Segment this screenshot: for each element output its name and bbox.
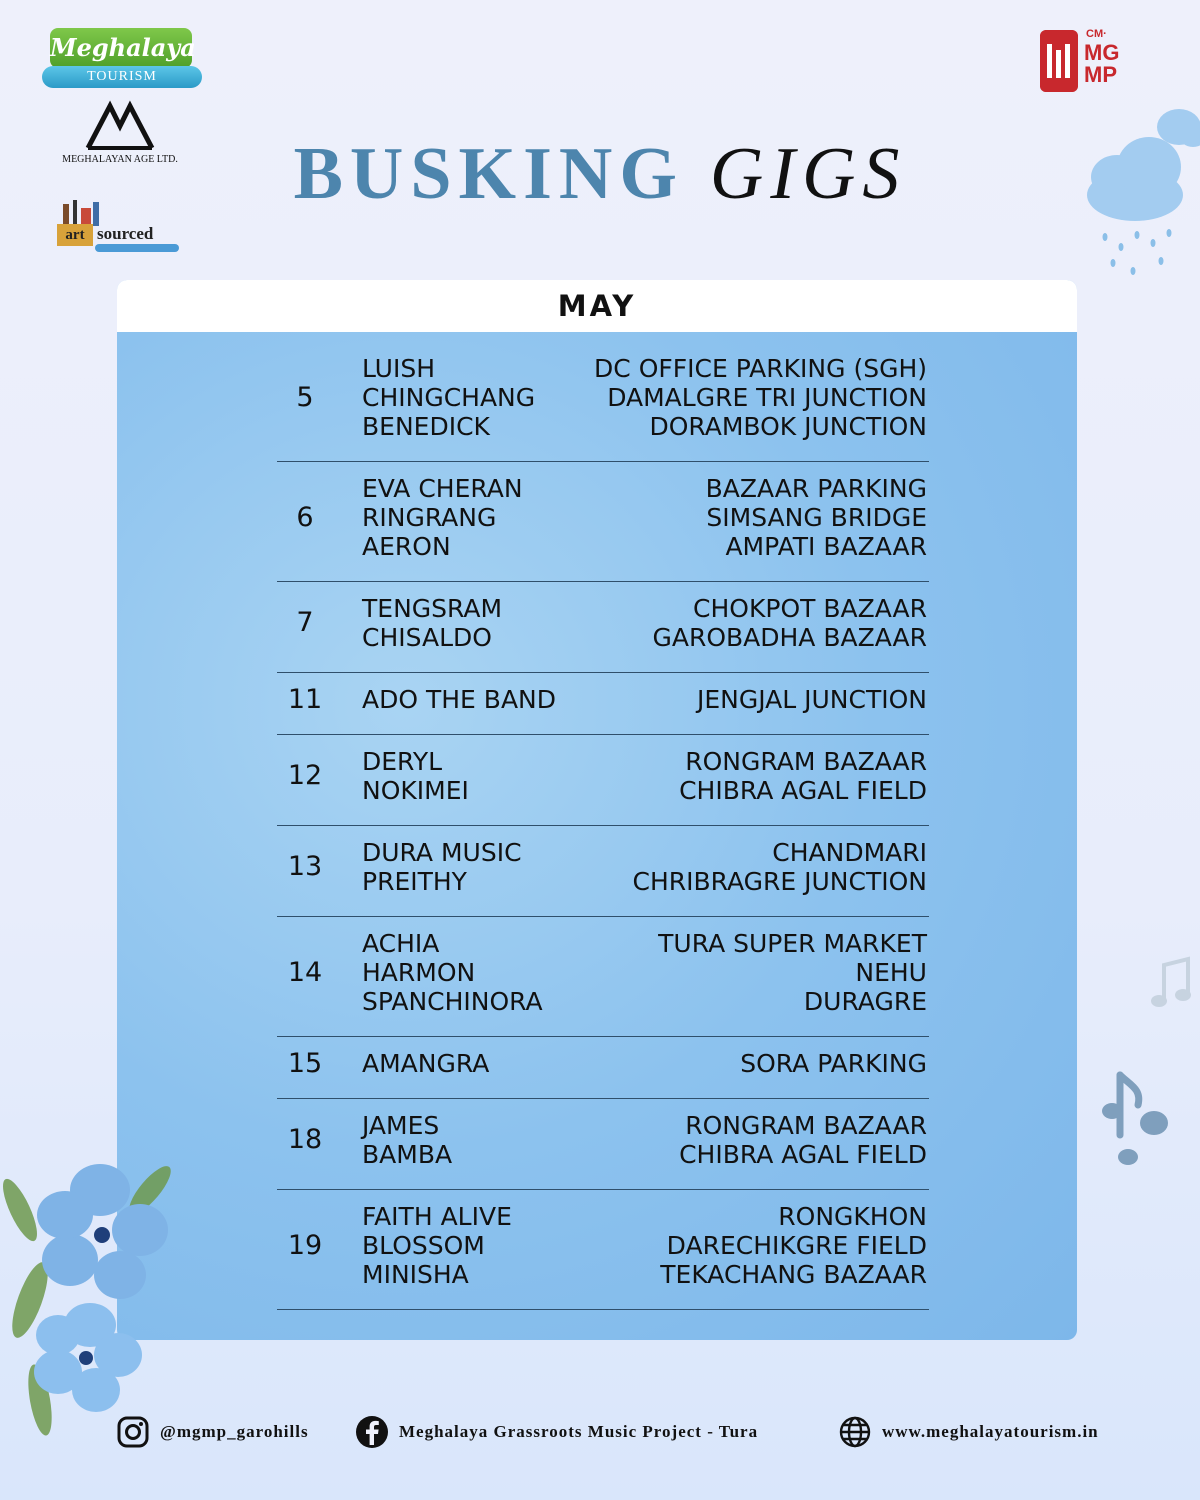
venue-name: RONGRAM BAZAAR bbox=[685, 1111, 927, 1140]
artist-name: PREITHY bbox=[362, 867, 467, 896]
venue-name: SIMSANG BRIDGE bbox=[706, 503, 927, 532]
music-note-icon bbox=[1098, 1065, 1178, 1170]
venue-name: DURAGRE bbox=[803, 987, 927, 1016]
facebook-page: Meghalaya Grassroots Music Project - Tura bbox=[399, 1422, 759, 1441]
artist-name: BLOSSOM bbox=[362, 1231, 485, 1260]
artist-name: SPANCHINORA bbox=[362, 987, 543, 1016]
gig-date: 19 bbox=[287, 1229, 323, 1261]
gig-venues bbox=[632, 838, 927, 896]
artist-name: ACHIA bbox=[362, 929, 440, 958]
gig-date: 7 bbox=[296, 607, 314, 638]
gig-venues bbox=[658, 929, 927, 1016]
art-sourced-wave bbox=[95, 244, 179, 252]
gig-row bbox=[277, 735, 929, 826]
gig-venues bbox=[652, 594, 927, 652]
artist-name: NOKIMEI bbox=[362, 776, 469, 805]
venue-name: GAROBADHA BAZAAR bbox=[652, 623, 927, 652]
venue-name: SORA PARKING bbox=[740, 1049, 927, 1078]
flowers-decoration-icon bbox=[0, 1150, 190, 1450]
gig-row bbox=[277, 917, 929, 1037]
art-word: art bbox=[57, 224, 93, 246]
gig-date: 11 bbox=[287, 683, 323, 715]
artist-name: ADO THE BAND bbox=[362, 685, 556, 714]
gig-row bbox=[277, 826, 929, 917]
gig-date: 18 bbox=[287, 1124, 323, 1155]
meghalaya-tourism-logo bbox=[42, 28, 202, 90]
gig-artists bbox=[362, 474, 523, 561]
footer-facebook[interactable] bbox=[355, 1414, 758, 1450]
artist-name: RINGRANG bbox=[362, 503, 497, 532]
page-title bbox=[0, 132, 1200, 217]
gig-date: 15 bbox=[287, 1047, 323, 1079]
venue-name: DORAMBOK JUNCTION bbox=[649, 412, 927, 441]
website-url: www.meghalayatourism.in bbox=[882, 1422, 1099, 1441]
gig-row bbox=[277, 1099, 929, 1190]
gig-artists bbox=[362, 354, 535, 441]
gig-artists bbox=[362, 929, 543, 1016]
gig-venues bbox=[679, 1111, 927, 1169]
globe-icon bbox=[838, 1415, 872, 1449]
venue-name: RONGRAM BAZAAR bbox=[685, 747, 927, 776]
artist-name: AMANGRA bbox=[362, 1049, 490, 1078]
gig-artists bbox=[362, 838, 522, 896]
gig-date: 6 bbox=[296, 501, 314, 533]
gig-row bbox=[277, 342, 929, 462]
artist-name: EVA CHERAN bbox=[362, 474, 523, 503]
artist-name: JAMES bbox=[362, 1111, 440, 1140]
venue-name: DARECHIKGRE FIELD bbox=[666, 1231, 927, 1260]
artist-name: CHISALDO bbox=[362, 623, 492, 652]
venue-name: DAMALGRE TRI JUNCTION bbox=[607, 383, 927, 412]
gig-row bbox=[277, 1037, 929, 1099]
gig-venues bbox=[594, 354, 927, 441]
instagram-icon bbox=[116, 1415, 150, 1449]
artist-name: BAMBA bbox=[362, 1140, 453, 1169]
gig-artists bbox=[362, 594, 502, 652]
venue-name: RONGKHON bbox=[778, 1202, 927, 1231]
title-busking: BUSKING bbox=[293, 133, 684, 215]
schedule-card bbox=[117, 280, 1077, 1340]
artist-name: MINISHA bbox=[362, 1260, 469, 1289]
venue-name: CHOKPOT BAZAAR bbox=[693, 594, 927, 623]
gig-venues bbox=[679, 747, 927, 805]
instagram-handle: @mgmp_garohills bbox=[160, 1422, 309, 1441]
artist-name: TENGSRAM bbox=[362, 594, 503, 623]
mgmp-mp: MP bbox=[1084, 62, 1117, 87]
cm-mgmp-logo bbox=[1040, 28, 1130, 98]
venue-name: AMPATI BAZAAR bbox=[725, 532, 927, 561]
gig-artists bbox=[362, 747, 469, 805]
footer bbox=[0, 1410, 1200, 1454]
gig-artists bbox=[362, 1111, 452, 1169]
artist-name: FAITH ALIVE bbox=[362, 1202, 512, 1231]
gig-venues bbox=[740, 1049, 927, 1078]
facebook-icon bbox=[355, 1415, 389, 1449]
artist-name: HARMON bbox=[362, 958, 476, 987]
gig-date: 14 bbox=[287, 956, 323, 988]
gig-row bbox=[277, 582, 929, 673]
meghalayan-age-text: MEGHALAYAN AGE LTD. bbox=[62, 154, 178, 165]
schedule-table bbox=[277, 342, 929, 1310]
footer-website[interactable] bbox=[838, 1414, 1099, 1450]
venue-name: CHIBRA AGAL FIELD bbox=[679, 1140, 927, 1169]
music-note-icon bbox=[1148, 955, 1198, 1015]
gig-venues bbox=[697, 685, 927, 714]
tourism-logo-name: Meghalaya bbox=[50, 28, 192, 68]
title-gigs: GIGS bbox=[709, 133, 907, 215]
tourism-logo-sub: TOURISM bbox=[42, 66, 202, 88]
gig-date: 12 bbox=[287, 760, 323, 791]
artist-name: LUISH bbox=[362, 354, 436, 383]
gig-artists bbox=[362, 1202, 512, 1289]
gig-row bbox=[277, 1190, 929, 1310]
gig-venues bbox=[660, 1202, 927, 1289]
footer-instagram[interactable] bbox=[116, 1414, 309, 1450]
venue-name: CHANDMARI bbox=[772, 838, 927, 867]
venue-name: CHRIBRAGRE JUNCTION bbox=[632, 867, 927, 896]
gig-row bbox=[277, 673, 929, 735]
artist-name: AERON bbox=[362, 532, 451, 561]
artist-name: DURA MUSIC bbox=[362, 838, 522, 867]
mgmp-text bbox=[1084, 42, 1119, 86]
mgmp-mg: MG bbox=[1084, 40, 1120, 65]
venue-name: DC OFFICE PARKING (SGH) bbox=[594, 354, 927, 383]
gig-artists bbox=[362, 685, 556, 714]
gig-date: 5 bbox=[296, 381, 314, 413]
venue-name: TEKACHANG BAZAAR bbox=[660, 1260, 927, 1289]
sourced-word: sourced bbox=[97, 224, 154, 243]
gig-venues bbox=[706, 474, 927, 561]
venue-name: NEHU bbox=[855, 958, 927, 987]
venue-name: JENGJAL JUNCTION bbox=[696, 685, 927, 714]
mgmp-mark-icon bbox=[1040, 30, 1078, 92]
artist-name: BENEDICK bbox=[362, 412, 490, 441]
gig-row bbox=[277, 462, 929, 582]
artist-name: DERYL bbox=[362, 747, 443, 776]
month-header: MAY bbox=[117, 280, 1077, 332]
venue-name: CHIBRA AGAL FIELD bbox=[679, 776, 927, 805]
gig-date: 13 bbox=[287, 851, 323, 882]
mgmp-cm-text: CM· bbox=[1086, 28, 1107, 40]
rain-cloud-icon bbox=[1075, 95, 1200, 285]
venue-name: TURA SUPER MARKET bbox=[658, 929, 927, 958]
artist-name: CHINGCHANG bbox=[362, 383, 536, 412]
gig-artists bbox=[362, 1049, 489, 1078]
venue-name: BAZAAR PARKING bbox=[705, 474, 927, 503]
